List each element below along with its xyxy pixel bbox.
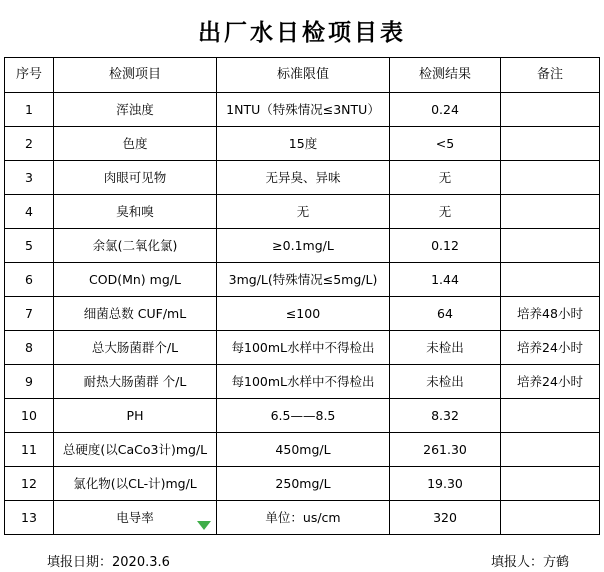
cell-remark: 培养24小时 [501, 331, 600, 365]
cell-limit: 3mg/L(特殊情况≤5mg/L) [217, 263, 390, 297]
cell-item: PH [54, 399, 217, 433]
cell-no: 5 [5, 229, 54, 263]
table-row [5, 263, 600, 297]
cell-remark: 培养48小时 [501, 297, 600, 331]
cell-limit: 6.5——8.5 [217, 399, 390, 433]
cell-item: 余氯(二氧化氯) [54, 229, 217, 263]
cell-no: 7 [5, 297, 54, 331]
cell-remark [501, 433, 600, 467]
cell-limit: 450mg/L [217, 433, 390, 467]
cell-result: 无 [390, 161, 501, 195]
cell-limit: ≥0.1mg/L [217, 229, 390, 263]
reporter-label: 填报人：方鹤 [490, 555, 569, 570]
cell-result: 无 [390, 195, 501, 229]
cell-remark [501, 399, 600, 433]
cell-remark [501, 501, 600, 535]
cell-remark [501, 161, 600, 195]
cell-remark [501, 229, 600, 263]
table-row [5, 93, 600, 127]
cell-result: 未检出 [390, 331, 501, 365]
cell-item: 总大肠菌群个/L [54, 331, 217, 365]
cell-no: 2 [5, 127, 54, 161]
table-row [5, 127, 600, 161]
cell-remark: 培养24小时 [501, 365, 600, 399]
table-row [5, 467, 600, 501]
cell-item: 氯化物(以CL-计)mg/L [54, 467, 217, 501]
column-header-result: 检测结果 [390, 58, 501, 93]
table-row [5, 399, 600, 433]
cell-item: 色度 [54, 127, 217, 161]
column-header-no: 序号 [5, 58, 54, 93]
cell-item: 臭和嗅 [54, 195, 217, 229]
cell-item: 肉眼可见物 [54, 161, 217, 195]
cell-limit: 250mg/L [217, 467, 390, 501]
table-body [5, 93, 600, 535]
cell-item: 细菌总数 CUF/mL [54, 297, 217, 331]
table-header [5, 58, 600, 93]
cell-limit: 无 [217, 195, 390, 229]
page-title: 出厂水日检项目表 [198, 19, 406, 46]
table-row [5, 195, 600, 229]
table-row [5, 229, 600, 263]
footer [17, 535, 587, 570]
cell-no: 4 [5, 195, 54, 229]
column-header-item: 检测项目 [54, 58, 217, 93]
column-header-limit: 标准限值 [217, 58, 390, 93]
cell-item: COD(Mn) mg/L [54, 263, 217, 297]
table-row [5, 365, 600, 399]
table-row [5, 433, 600, 467]
cell-result: 261.30 [390, 433, 501, 467]
cell-item: 浑浊度 [54, 93, 217, 127]
cell-result: 320 [390, 501, 501, 535]
cell-no: 6 [5, 263, 54, 297]
cell-result: 64 [390, 297, 501, 331]
cell-result: 1.44 [390, 263, 501, 297]
table-header-row [5, 58, 600, 93]
cell-limit: 每100mL水样中不得检出 [217, 365, 390, 399]
cell-result: 8.32 [390, 399, 501, 433]
cell-limit: 单位：us/cm [217, 501, 390, 535]
cell-limit: 1NTU（特殊情况≤3NTU） [217, 93, 390, 127]
cell-limit: 15度 [217, 127, 390, 161]
table-row [5, 331, 600, 365]
table-row [5, 297, 600, 331]
column-header-remark: 备注 [501, 58, 600, 93]
cell-no: 8 [5, 331, 54, 365]
cell-remark [501, 195, 600, 229]
cell-item: 耐热大肠菌群 个/L [54, 365, 217, 399]
cell-no: 9 [5, 365, 54, 399]
cell-no: 1 [5, 93, 54, 127]
cell-limit: 每100mL水样中不得检出 [217, 331, 390, 365]
table-row [5, 161, 600, 195]
cell-remark [501, 467, 600, 501]
cell-result: 19.30 [390, 467, 501, 501]
cell-limit: 无异臭、异味 [217, 161, 390, 195]
cell-result: 0.24 [390, 93, 501, 127]
cell-remark [501, 263, 600, 297]
cell-no: 10 [5, 399, 54, 433]
cell-item: 电导率 [54, 501, 217, 535]
fill-date-label: 填报日期：2020.3.6 [47, 555, 170, 570]
cell-result: <5 [390, 127, 501, 161]
cell-item: 总硬度(以CaCo3计)mg/L [54, 433, 217, 467]
cell-remark [501, 93, 600, 127]
table-row [5, 501, 600, 535]
cell-limit: ≤100 [217, 297, 390, 331]
cell-result: 未检出 [390, 365, 501, 399]
cell-no: 3 [5, 161, 54, 195]
cell-no: 12 [5, 467, 54, 501]
cell-no: 11 [5, 433, 54, 467]
cell-remark [501, 127, 600, 161]
cell-result: 0.12 [390, 229, 501, 263]
green-triangle-marker [197, 521, 211, 530]
water-quality-table [4, 57, 600, 535]
cell-no: 13 [5, 501, 54, 535]
